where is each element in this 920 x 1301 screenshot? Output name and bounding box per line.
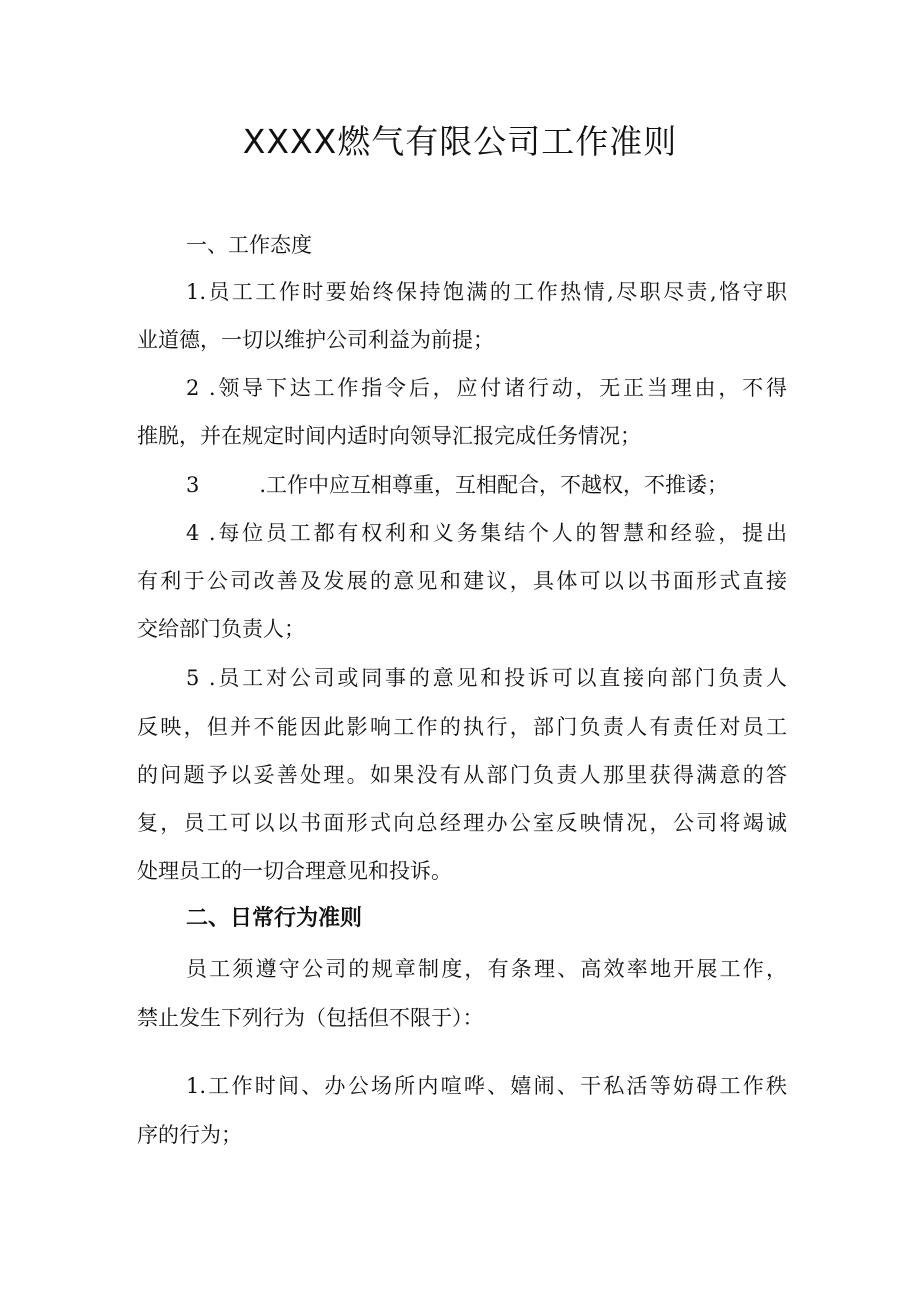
paragraph-line: 推脱，并在规定时间内适时向领导汇报完成任务情况；	[137, 424, 641, 448]
paragraph-line: 反映，但并不能因此影响工作的执行，部门负责人有责任对员工	[137, 715, 787, 739]
paragraph-line: 4 .每位员工都有权利和义务集结个人的智慧和经验，提出	[186, 521, 787, 545]
document-title: XXXX燃气有限公司工作准则	[242, 122, 678, 161]
paragraph-line: 2 .领导下达工作指令后，应付诸行动，无正当理由，不得	[186, 376, 787, 400]
paragraph-line	[186, 470, 787, 500]
paragraph-line: 1.工作时间、办公场所内喧哗、嬉闹、干私活等妨碍工作秩	[186, 1074, 787, 1098]
paragraph-line: 5 .员工对公司或同事的意见和投诉可以直接向部门负责人	[186, 666, 787, 690]
paragraph-line: 员工须遵守公司的规章制度，有条理、高效率地开展工作，	[186, 957, 787, 981]
paragraph-line: 复，员工可以以书面形式向总经理办公室反映情况，公司将竭诚	[137, 811, 787, 835]
paragraph-line: 序的行为；	[137, 1123, 242, 1147]
paragraph-line: 业道德，一切以维护公司利益为前提；	[137, 328, 494, 352]
paragraph-line: 有利于公司改善及发展的意见和建议，具体可以以书面形式直接	[137, 569, 787, 593]
item-text: .工作中应互相尊重，互相配合，不越权，不推诿；	[259, 473, 729, 497]
paragraph-line: 的问题予以妥善处理。如果没有从部门负责人那里获得满意的答	[137, 763, 787, 787]
paragraph-line: 1.员工工作时要始终保持饱满的工作热情,尽职尽责,恪守职	[186, 280, 787, 304]
section-heading-work-attitude: 一、工作态度	[186, 233, 312, 257]
item-number: 3	[186, 473, 200, 497]
paragraph-line: 禁止发生下列行为（包括但不限于）：	[137, 1006, 484, 1030]
paragraph-line: 交给部门负责人；	[137, 617, 305, 641]
section-heading-daily-conduct: 二、日常行为准则	[186, 906, 363, 931]
paragraph-line: 处理员工的一切合理意见和投诉。	[137, 859, 452, 883]
